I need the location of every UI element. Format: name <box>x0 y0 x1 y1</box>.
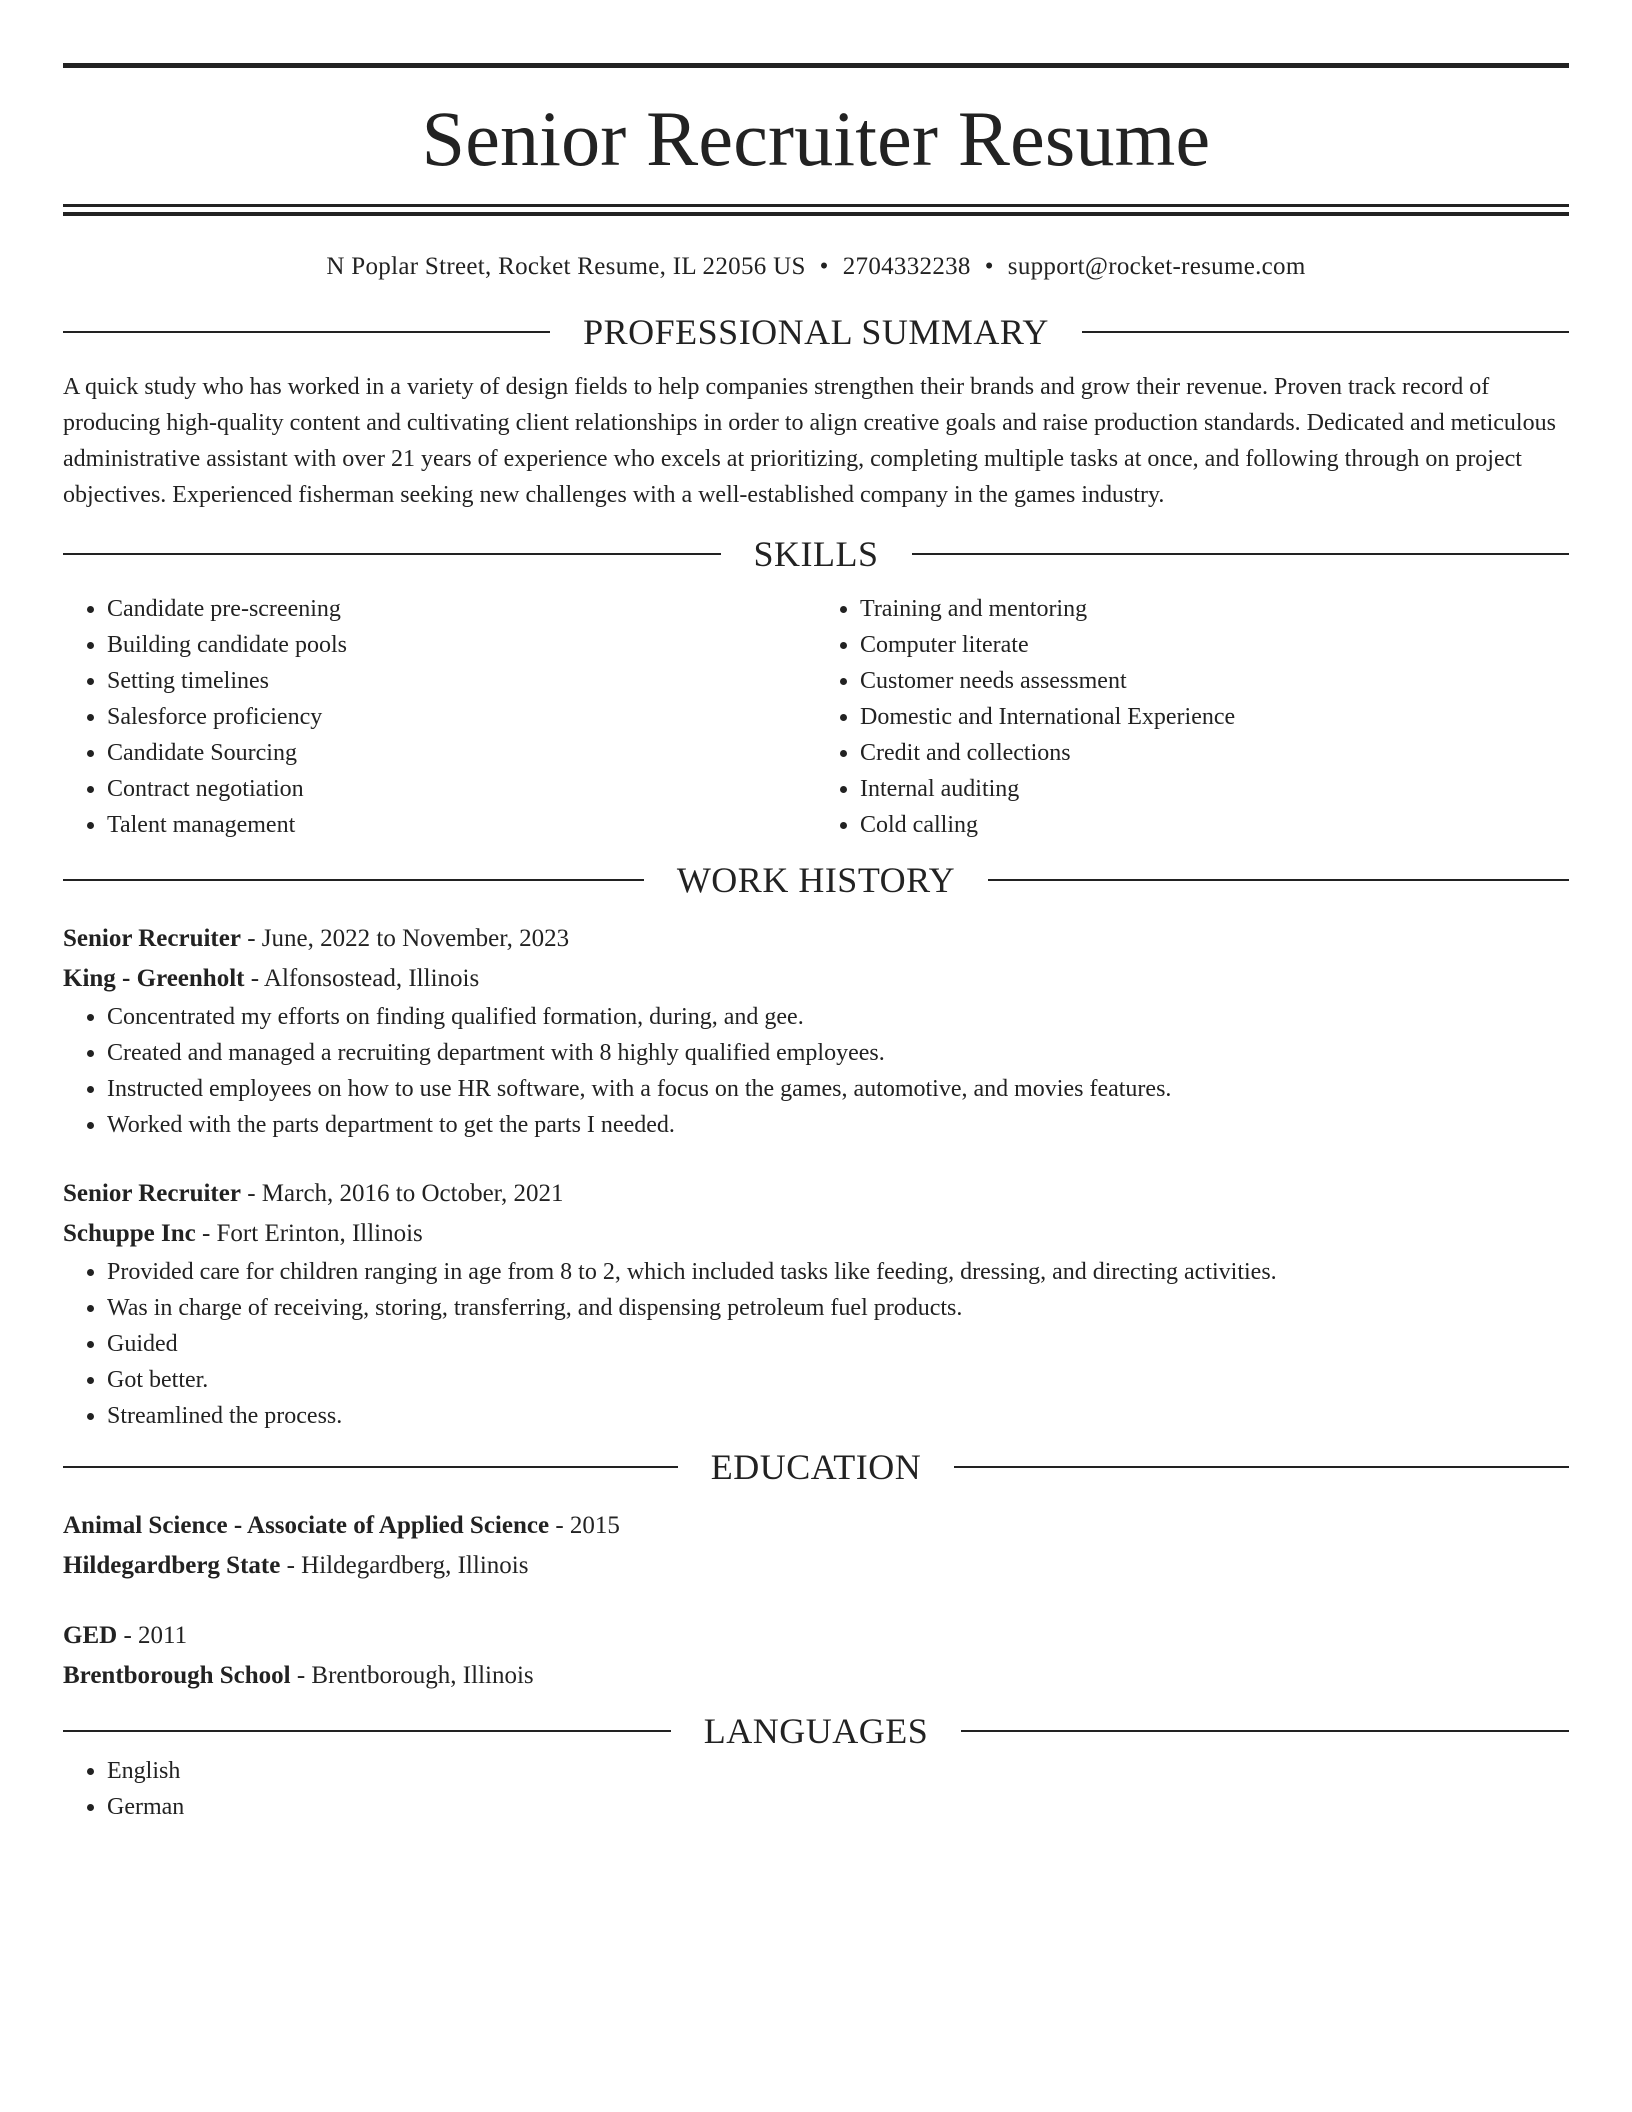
education-degree-line <box>63 1616 1569 1656</box>
skill-item: • Customer needs assessment <box>860 663 1569 699</box>
section-title: WORK HISTORY <box>676 860 956 900</box>
skill-item: • Credit and collections <box>860 735 1569 771</box>
education-year: - 2011 <box>117 1622 188 1649</box>
job-company-line <box>63 959 1569 999</box>
heading-rule <box>63 331 550 333</box>
contact-line <box>63 252 1569 282</box>
resume-title: Senior Recruiter Resume <box>421 95 1211 182</box>
education-degree: Animal Science - Associate of Applied Science <box>63 1512 550 1539</box>
education-degree-line <box>63 1506 1569 1546</box>
contact-email: support@rocket-resume.com <box>1007 253 1306 280</box>
job-bullet: • Got better. <box>107 1362 1569 1398</box>
education-school-line <box>63 1656 1569 1696</box>
education-location: - Brentborough, Illinois <box>290 1662 534 1689</box>
education-school-line <box>63 1546 1569 1586</box>
heading-rule <box>63 1730 671 1732</box>
section-heading-education <box>63 1445 1569 1489</box>
education-location: - Hildegardberg, Illinois <box>280 1552 529 1579</box>
heading-rule <box>1082 331 1569 333</box>
contact-phone: 2704332238 <box>842 253 971 280</box>
section-heading-summary <box>63 310 1569 354</box>
title-double-rule <box>63 204 1569 216</box>
language-item: • German <box>107 1789 1569 1825</box>
job-bullet: • Provided care for children ranging in age from 8 to 2, which included tasks like feeding, dressing, and directing activities. <box>107 1254 1569 1290</box>
language-item: • English <box>107 1753 1569 1789</box>
heading-rule <box>961 1730 1569 1732</box>
education-entry <box>63 1616 1569 1696</box>
skill-item: • Talent management <box>107 807 816 843</box>
skills-list-right <box>816 591 1569 843</box>
job-bullet-list <box>63 1254 1569 1434</box>
skill-item: • Contract negotiation <box>107 771 816 807</box>
heading-rule <box>63 879 644 881</box>
heading-rule <box>63 1466 678 1468</box>
heading-rule <box>988 879 1569 881</box>
heading-rule <box>954 1466 1569 1468</box>
job-company: King - Greenholt <box>63 965 245 992</box>
job-dates: - March, 2016 to October, 2021 <box>240 1180 564 1207</box>
contact-address: N Poplar Street, Rocket Resume, IL 22056 US <box>326 253 806 280</box>
section-title: EDUCATION <box>710 1447 922 1487</box>
skill-item: • Domestic and International Experience <box>860 699 1569 735</box>
education-year: - 2015 <box>549 1512 620 1539</box>
skill-item: • Cold calling <box>860 807 1569 843</box>
skill-item: • Candidate Sourcing <box>107 735 816 771</box>
section-heading-languages <box>63 1709 1569 1753</box>
job-location: - Alfonsostead, Illinois <box>244 965 480 992</box>
skill-item: • Training and mentoring <box>860 591 1569 627</box>
job-location: - Fort Erinton, Illinois <box>195 1220 423 1247</box>
summary-paragraph: A quick study who has worked in a variety of design fields to help companies strengthen their brands and grow their revenue. Proven track record of producing high-quality content and cultivating client relationships in order to align creative goals and raise production standards. Dedicated and meticulous administrative assistant with over 21 years of experience who excels at prioritizing, completing multiple tasks at once, and following through on project objectives. Experienced fisherman seeking new challenges with a well-established company in the games industry. <box>63 374 1556 508</box>
job-bullet: • Worked with the parts department to get the parts I needed. <box>107 1107 1569 1143</box>
job-entry <box>63 919 1569 1143</box>
education-school: Hildegardberg State <box>63 1552 281 1579</box>
skill-item: • Building candidate pools <box>107 627 816 663</box>
job-title-line <box>63 919 1569 959</box>
section-title: PROFESSIONAL SUMMARY <box>583 312 1049 352</box>
skill-item: • Computer literate <box>860 627 1569 663</box>
heading-rule <box>63 553 721 555</box>
education-entry <box>63 1506 1569 1586</box>
heading-rule <box>912 553 1570 555</box>
skill-item: • Internal auditing <box>860 771 1569 807</box>
skills-list-left <box>63 591 816 843</box>
job-bullet: • Concentrated my efforts on finding qualified formation, during, and gee. <box>107 999 1569 1035</box>
job-bullet: • Created and managed a recruiting department with 8 highly qualified employees. <box>107 1035 1569 1071</box>
education-degree: GED <box>63 1622 118 1649</box>
skills-columns <box>63 591 1569 843</box>
job-bullet: • Streamlined the process. <box>107 1398 1569 1434</box>
job-bullet: • Was in charge of receiving, storing, transferring, and dispensing petroleum fuel products. <box>107 1290 1569 1326</box>
section-title: SKILLS <box>753 534 879 574</box>
section-heading-skills <box>63 532 1569 576</box>
languages-list <box>63 1753 1569 1825</box>
section-heading-work <box>63 858 1569 902</box>
job-bullet: • Guided <box>107 1326 1569 1362</box>
skill-item: • Setting timelines <box>107 663 816 699</box>
job-bullet: • Instructed employees on how to use HR software, with a focus on the games, automotive, and movies features. <box>107 1071 1569 1107</box>
job-title-line <box>63 1174 1569 1214</box>
job-title: Senior Recruiter <box>63 925 241 952</box>
top-rule <box>63 63 1569 68</box>
contact-separator: • <box>984 253 994 280</box>
skill-item: • Candidate pre-screening <box>107 591 816 627</box>
skill-item: • Salesforce proficiency <box>107 699 816 735</box>
job-company-line <box>63 1214 1569 1254</box>
contact-separator: • <box>819 253 829 280</box>
job-dates: - June, 2022 to November, 2023 <box>240 925 570 952</box>
job-entry <box>63 1174 1569 1434</box>
education-school: Brentborough School <box>63 1662 291 1689</box>
section-title: LANGUAGES <box>703 1711 929 1751</box>
job-title: Senior Recruiter <box>63 1180 241 1207</box>
job-company: Schuppe Inc <box>63 1220 196 1247</box>
job-bullet-list <box>63 999 1569 1143</box>
